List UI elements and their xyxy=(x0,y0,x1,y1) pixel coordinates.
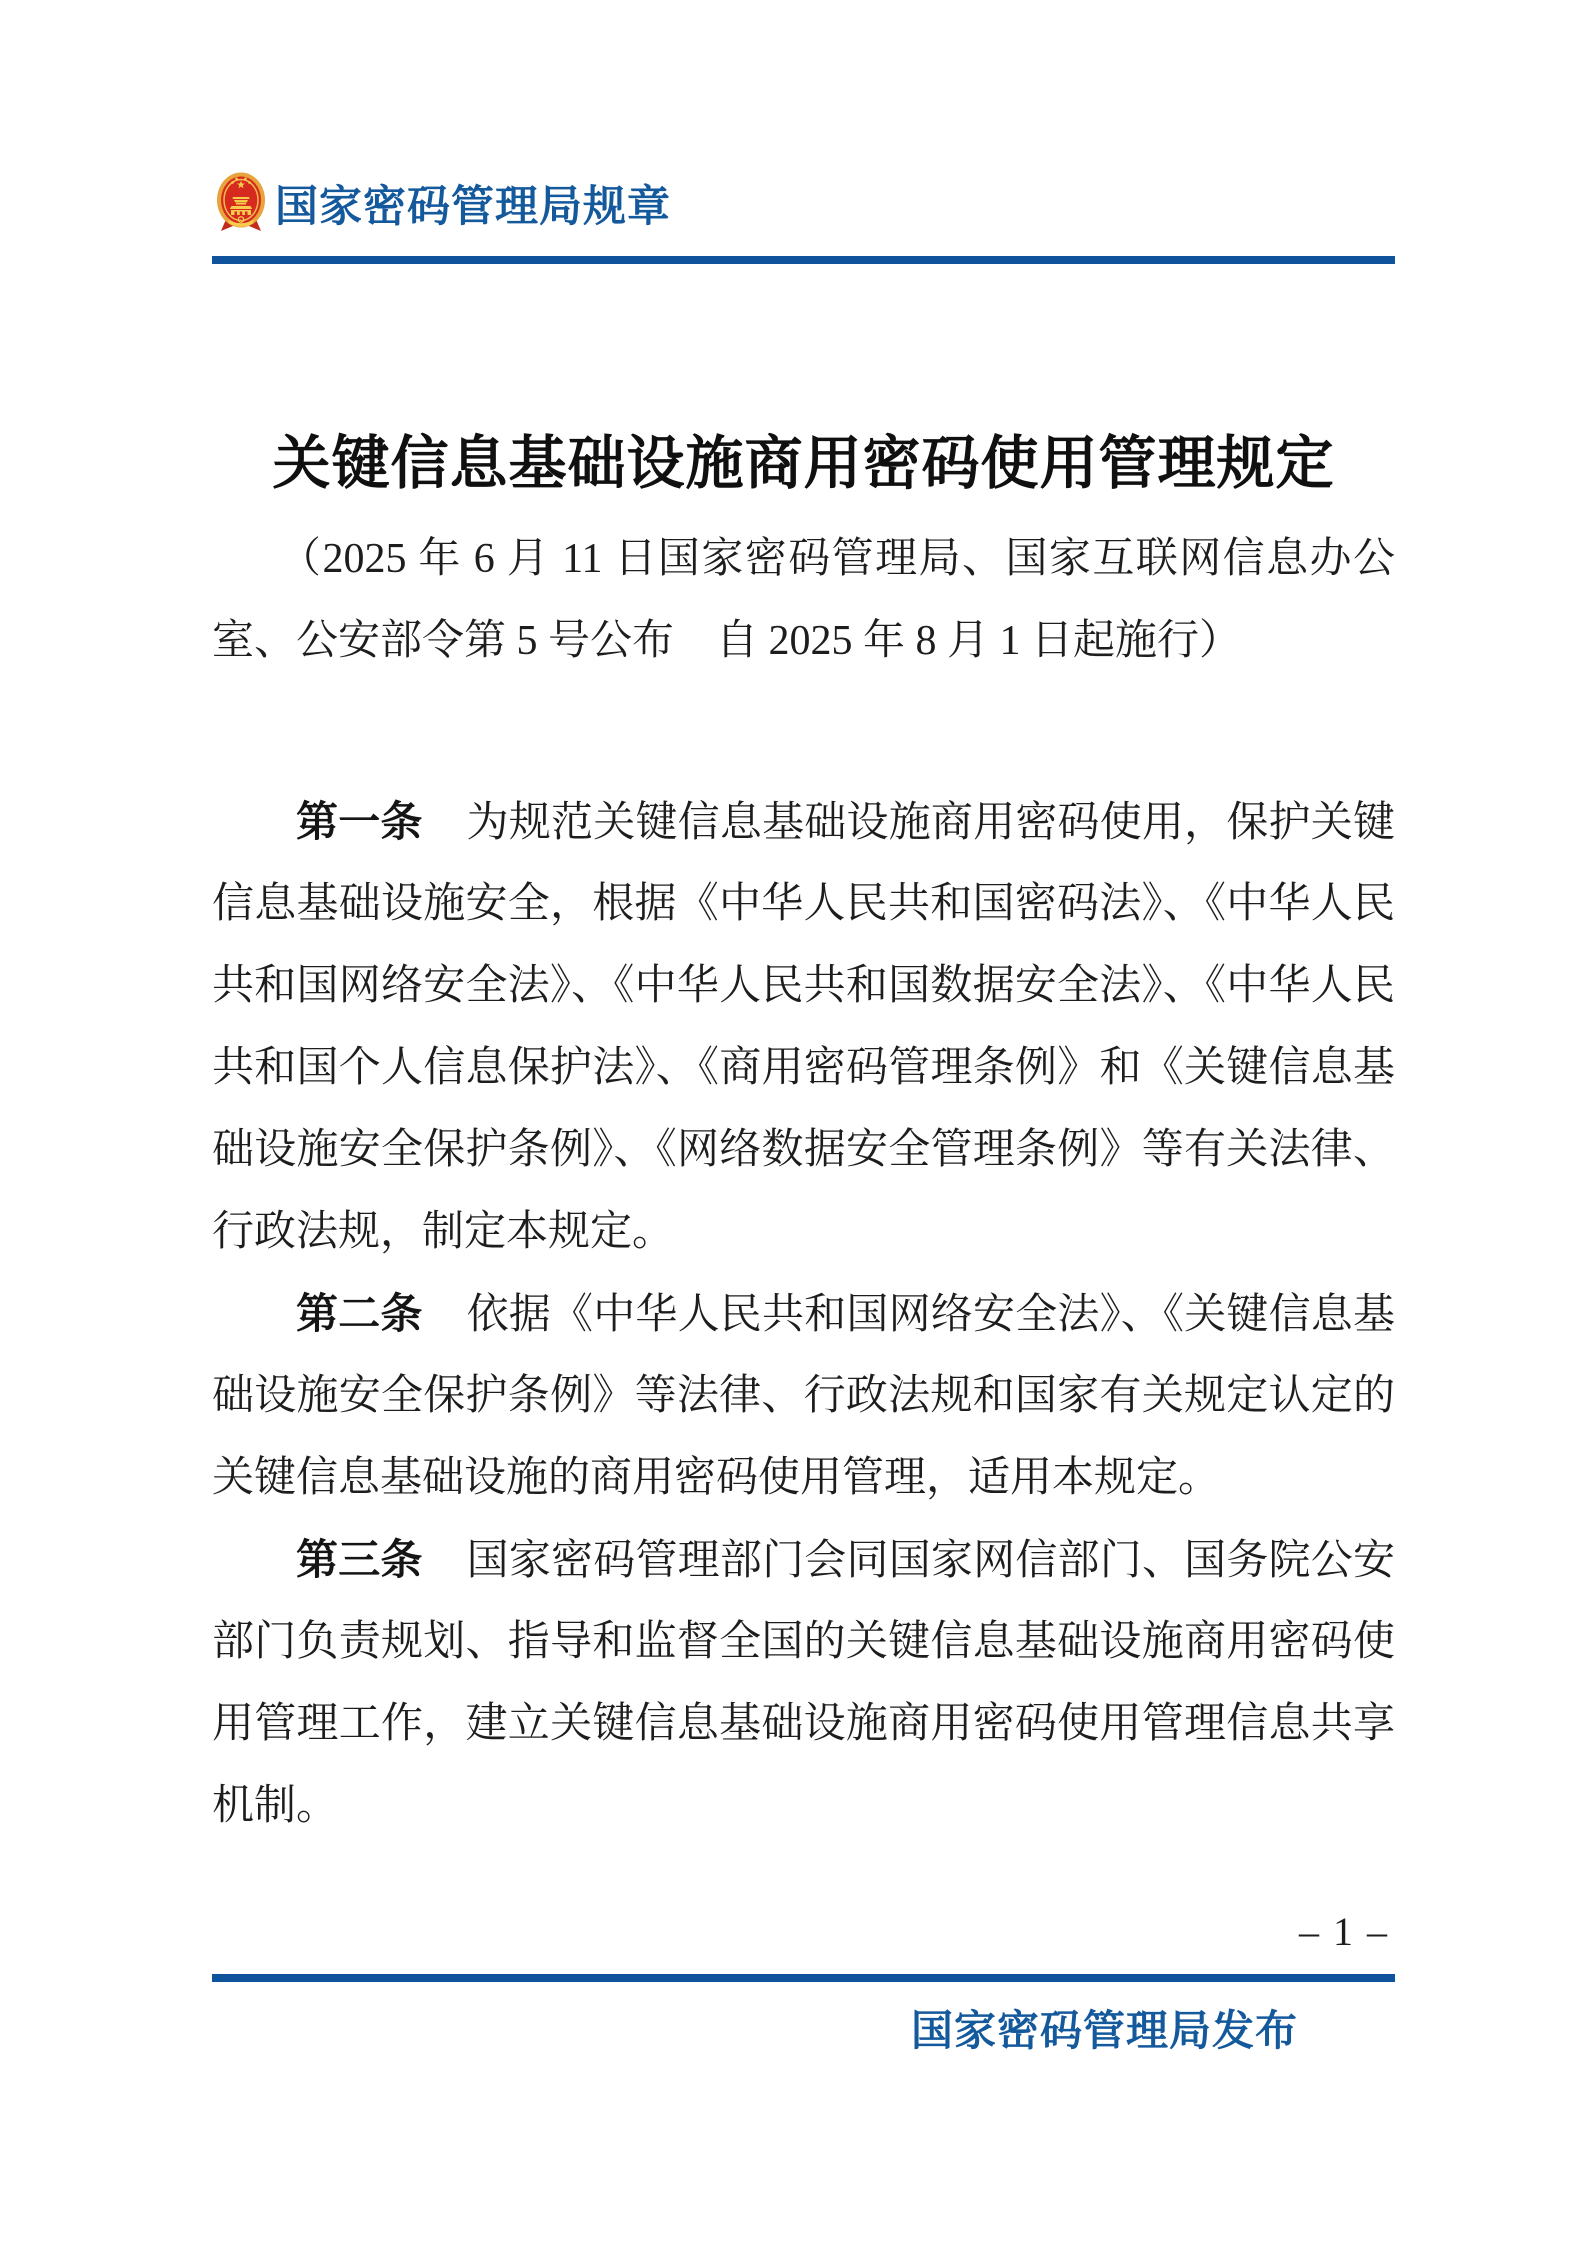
body-line: 关键信息基础设施的商用密码使用管理，适用本规定。 xyxy=(212,1455,1221,1501)
subtitle-line: 室、公安部令第 5 号公布 自 2025 年 8 月 1 日起施行） xyxy=(212,618,1242,664)
agency-rubric-label: 国家密码管理局规章 xyxy=(275,183,671,231)
doc-body xyxy=(212,781,1395,1847)
body-line: 行政法规，制定本规定。 xyxy=(212,1209,675,1255)
footer-rule xyxy=(212,1974,1395,1982)
body-line: 共和国个人信息保护法》、《商用密码管理条例》和《关键信息基 xyxy=(212,1045,1395,1091)
body-line: 共和国网络安全法》、《中华人民共和国数据安全法》、《中华人民 xyxy=(212,963,1395,1009)
body-line: 部门负责规划、指导和监督全国的关键信息基础设施商用密码使 xyxy=(212,1619,1395,1665)
article-label: 第一条 xyxy=(296,798,423,845)
body-line: 础设施安全保护条例》等法律、行政法规和国家有关规定认定的 xyxy=(212,1373,1395,1419)
publisher-label: 国家密码管理局发布 xyxy=(910,2009,1298,2055)
header-rule xyxy=(212,256,1395,264)
china-national-emblem-icon xyxy=(216,171,266,235)
article-text: 依据《中华人民共和国网络安全法》、《关键信息基 xyxy=(466,1292,1395,1338)
body-line: 信息基础设施安全，根据《中华人民共和国密码法》、《中华人民 xyxy=(212,881,1395,927)
article-text: 国家密码管理部门会同国家网信部门、国务院公安 xyxy=(466,1538,1395,1584)
article-text: 为规范关键信息基础设施商用密码使用，保护关键 xyxy=(466,800,1395,846)
subtitle-line: （2025 年 6 月 11 日国家密码管理局、国家互联网信息办公 xyxy=(279,536,1395,582)
doc-title: 关键信息基础设施商用密码使用管理规定 xyxy=(272,431,1335,496)
body-line xyxy=(212,1273,1395,1355)
body-line: 础设施安全保护条例》、《网络数据安全管理条例》等有关法律、 xyxy=(212,1127,1395,1173)
article-label: 第三条 xyxy=(296,1536,423,1583)
doc-subtitle xyxy=(212,518,1395,682)
article-label: 第二条 xyxy=(296,1290,423,1337)
body-line: 机制。 xyxy=(212,1783,339,1829)
body-line xyxy=(212,1519,1395,1601)
body-line xyxy=(212,781,1395,863)
page-header xyxy=(216,170,671,236)
page-number: – 1 – xyxy=(1299,1909,1389,1954)
body-line: 用管理工作，建立关键信息基础设施商用密码使用管理信息共享 xyxy=(212,1701,1395,1747)
